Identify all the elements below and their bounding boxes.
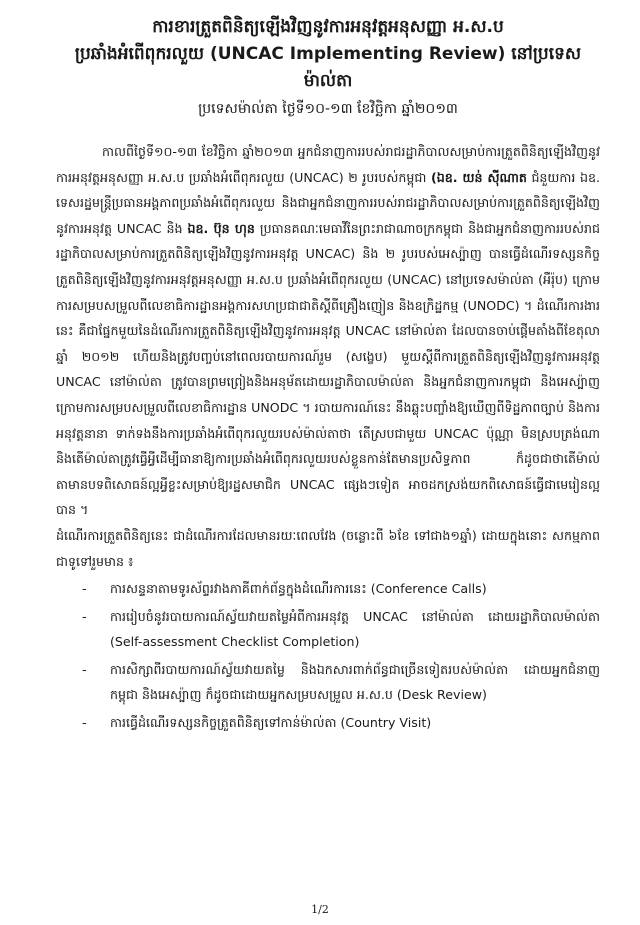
list-item-text: ការសន្ទនាតាមទូរស័ព្ទរវាងភាគីពាក់ព័ន្ធក្នុងដំណើរការនេះ (Conference Calls) bbox=[110, 581, 487, 597]
list-item bbox=[82, 710, 600, 736]
list-item-text: ការធ្វើដំណើរទស្សនកិច្ចត្រួតពិនិត្យទៅកាន់ម៉ាល់តា (Country Visit) bbox=[110, 715, 432, 731]
page-number: 1/2 bbox=[311, 903, 329, 916]
title-line-1: ការខារត្រួតពិនិត្យឡើងវិញនូវការអនុវត្តអនុសញ្ញា អ.ស.ប bbox=[152, 17, 504, 37]
title-line-2: ប្រឆាំងអំពើពុករលួយ (UNCAC Implementing Review) នៅប្រទេសម៉ាល់តា bbox=[74, 44, 582, 91]
list-dash: - bbox=[82, 661, 87, 677]
activity-list bbox=[56, 576, 600, 736]
paragraph-1-bold-name-2: ឯឧ. ប៊ុន ហុន bbox=[187, 220, 255, 236]
paragraph-1-bold-name-1: (ឯឧ. យន់ ស៊ីណាត bbox=[430, 169, 527, 185]
list-dash: - bbox=[82, 608, 87, 624]
list-item-text: ការសិក្សាពីរបាយការណ៍ស្វ័យវាយតម្លៃ និងឯកសារពាក់ព័ន្ធជាច្រើនទៀតរបស់ម៉ាល់តា ដោយអ្នកជំនាញកម្ពុជា និងអេស្ប៉ាញ ក៏ដូចជាដោយអ្នកសម្របសម្រួល អ.ស.ប (Desk Review) bbox=[110, 661, 600, 703]
list-item bbox=[82, 604, 600, 655]
list-item bbox=[82, 576, 600, 602]
paragraph-1-text-c: ប្រធានគណៈមេធាវីនៃព្រះរាជាណាចក្រកម្ពុជា និងជាអ្នកជំនាញការរបស់រាជរដ្ឋាភិបាលសម្រាប់ការត្រួតពិនិត្យឡើងវិញនូវការអនុវត្ត UNCAC) និង ២ រូបរបស់អេស្ប៉ាញ បានធ្វើដំណើរទស្សនកិច្ចត្រួតពិនិត្យឡើងវិញនូវការអនុវត្តអនុសញ្ញា អ.ស.ប ប្រឆាំងអំពើពុករលួយ (UNCAC) នៅប្រទេសម៉ាល់តា (អឺរ៉ុប) ក្រោមការសម្របសម្រួលពីលេខាធិការដ្ឋានអង្គការសហប្រជាជាតិស្តីពីគ្រឿងញៀន និងឧក្រិដ្ឋកម្ម (UNODC) ។ ដំណើរការងារនេះ គឺជាផ្នែកមួយនៃដំណើរការត្រួតពិនិត្យឡើងវិញនូវការអនុវត្ត UNCAC នៅម៉ាល់តា ដែលបានចាប់ផ្តើមតាំងពីខែតុលា ឆ្នាំ ២០១២ ហើយនិងត្រូវបញ្ចប់នៅពេលរបាយការណ៍រួម (សង្ខេប) មួយស្តីពីការត្រួតពិនិត្យឡើងវិញនូវការអនុវត្ត UNCAC នៅម៉ាល់តា ត្រូវបានព្រមព្រៀងនិងអនុម័តដោយរដ្ឋាភិបាលម៉ាល់តា និងអ្នកជំនាញការកម្ពុជា និងអេស្ប៉ាញ ក្រោមការសម្របសម្រួលពីលេខាធិការដ្ឋាន UNODC ។ របាយការណ៍នេះ នឹងឆ្លុះបញ្ចាំងឱ្យឃើញពីទិដ្ឋភាពច្បាប់ និងការអនុវត្តនានា ទាក់ទងនឹងការប្រឆាំងអំពើពុករលួយរបស់ម៉ាល់តាថា តើស្របជាមួយ UNCAC ប៉ុណ្ណា មិនស្របត្រង់ណា និងតើម៉ាល់តាត្រូវធ្វើអ្វីដើម្បីធានាឱ្យការប្រឆាំងអំពើពុករលួយរបស់ខ្លួនកាន់តែមានប្រសិទ្ធភាព ក៏ដូចជាថាតើម៉ាល់តាមានបទពិសោធន៍ល្អអ្វីខ្លះសម្រាប់ឱ្យរដ្ឋសមាជិក UNCAC ផ្សេងៗទៀត អាចដកស្រង់យកពិសោធន៍ធ្វើជាមេរៀនល្អបាន ។ bbox=[56, 220, 600, 518]
document-title bbox=[56, 14, 600, 95]
paragraph-1-text-a: កាលពីថ្ងៃទី១០-១៣ ខែវិច្ឆិកា ឆ្នាំ២០១៣ អ្នកជំនាញការរបស់រាជរដ្ឋាភិបាលសម្រាប់ការត្រួតពិនិត្យឡើងវិញនូវការអនុវត្តអនុសញ្ញា អ.ស.ប ប្រឆាំងអំពើពុករលួយ (UNCAC) ២ រូបរបស់កម្ពុជា bbox=[56, 144, 600, 185]
list-item-text: ការរៀបចំនូវរបាយការណ៍ស្វ័យវាយតម្លៃអំពីការអនុវត្ត UNCAC នៅម៉ាល់តា ដោយរដ្ឋាភិបាលម៉ាល់តា (Self-assessment Checklist Completion) bbox=[110, 608, 600, 650]
paragraph-2: ដំណើរការត្រួតពិនិត្យនេះ ជាដំណើរការដែលមានរយៈពេលវែង (ចន្លោះពី ៦ខែ ទៅជាង១ឆ្នាំ) ដោយក្នុងនោះ សកម្មភាពជាទូទៅរួមមាន ៖ bbox=[56, 527, 600, 569]
paragraph-1-text-b: ជំនួយការ ឯឧ. ទេសរដ្ឋមន្ត្រីប្រធានអង្គភាពប្រឆាំងអំពើពុករលួយ និងជាអ្នកជំនាញការរបស់រាជរដ្ឋាភិបាលសម្រាប់ការត្រួតពិនិត្យឡើងវិញនូវការអនុវត្ត UNCAC និង bbox=[56, 169, 601, 236]
list-item bbox=[82, 657, 600, 708]
paragraph-1 bbox=[56, 139, 600, 523]
list-dash: - bbox=[82, 715, 87, 731]
list-dash: - bbox=[82, 581, 87, 597]
document-subtitle: ប្រទេសម៉ាល់តា ថ្ងៃទី១០-១៣ ខែវិច្ឆិកា ឆ្នាំ២០១៣ bbox=[198, 101, 458, 117]
